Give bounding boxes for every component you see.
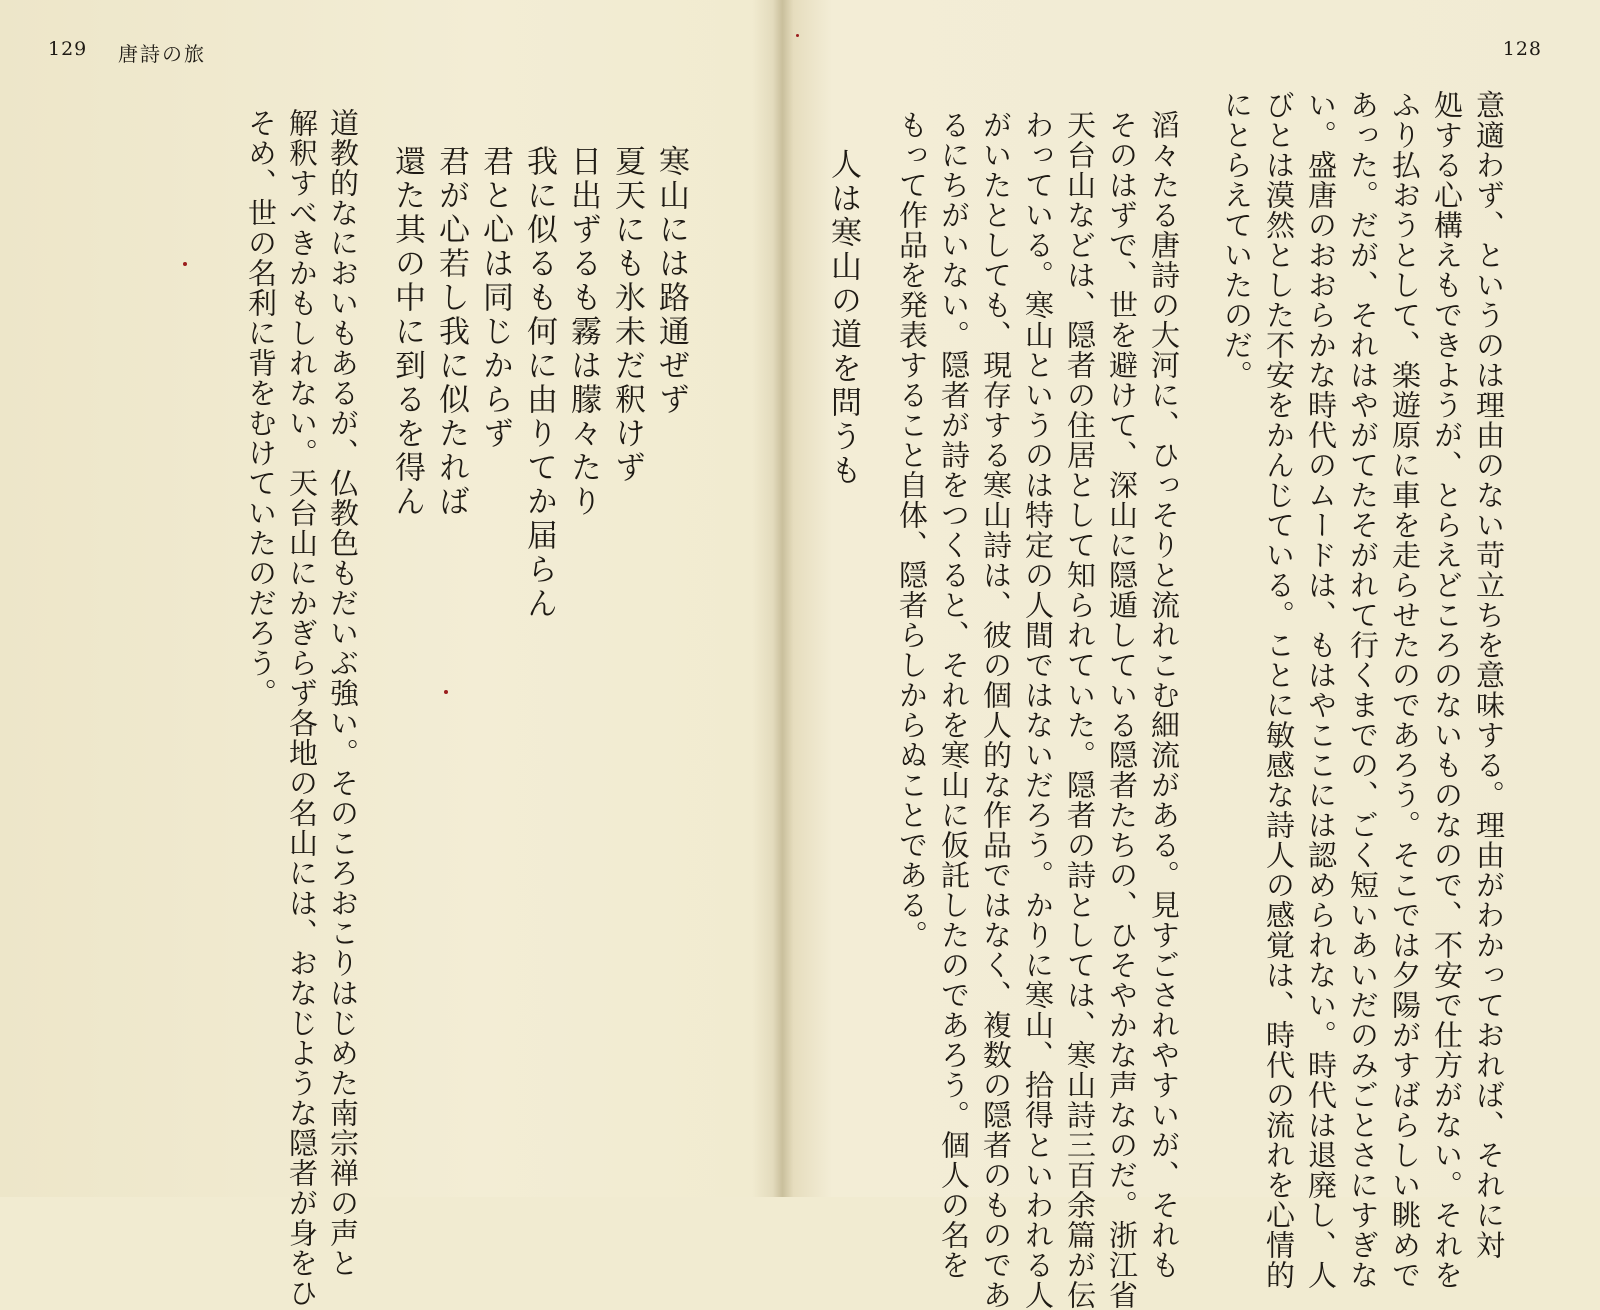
poem-line: 寒山には路通ぜず (653, 145, 689, 417)
body-text (240, 108, 363, 1308)
section-heading (821, 148, 865, 488)
poem-line: 日出ずるも霧は朦々たり (565, 145, 601, 519)
ink-speck (796, 34, 799, 37)
body-text (891, 110, 1185, 1310)
text-line: わっている。寒山というのは特定の人間ではないだろう。かりに寒山、拾得といわれる人 (1021, 110, 1055, 1310)
left-page (0, 0, 783, 1308)
text-line: 処する心構えもできようが、とらえどころのないものなので、不安で仕方がない。それを (1430, 90, 1464, 1290)
text-line: 天台山などは、隠者の住居として知られていた。隠者の詩としては、寒山詩三百余篇が伝 (1063, 110, 1097, 1310)
heading-text: 人は寒山の道を問うも (825, 148, 861, 488)
text-line: 道教的なにおいもあるが、仏教色もだいぶ強い。そのころおこりはじめた南宗禅の声と (326, 108, 360, 1278)
running-title: 唐詩の旅 (118, 42, 206, 66)
poem-line: 君と心は同じからず (477, 145, 513, 451)
text-line: あった。だが、それはやがてたそがれて行くまでの、ごく短いあいだのみごとさにすぎな (1346, 90, 1380, 1290)
text-line: びとは漠然とした不安をかんじている。ことに敏感な詩人の感覚は、時代の流れを心情的 (1262, 90, 1296, 1290)
text-line: 解釈すべきかもしれない。天台山にかぎらず各地の名山には、おなじような隠者が身をひ (285, 108, 319, 1308)
poem-line: 君が心若し我に似たれば (433, 145, 469, 519)
text-line: ふり払おうとして、楽遊原に車を走らせたのであろう。そこでは夕陽がすばらしい眺めで (1388, 90, 1422, 1290)
text-line: そめ、世の名利に背をむけていたのだろう。 (244, 108, 278, 708)
poem-line: 還た其の中に到るを得ん (389, 145, 425, 519)
poem-line: 夏天にも氷未だ釈けず (609, 145, 645, 485)
right-page (790, 0, 1600, 1310)
text-line: るにちがいない。隠者が詩をつくると、それを寒山に仮託したのであろう。個人の名を (937, 110, 971, 1280)
text-line: がいたとしても、現存する寒山詩は、彼の個人的な作品ではなく、複数の隠者のものであ (979, 110, 1013, 1310)
page-number: 128 (1502, 38, 1542, 60)
text-line: 滔々たる唐詩の大河に、ひっそりと流れこむ細流がある。見すごされやすいが、それも (1147, 110, 1181, 1280)
text-line: もって作品を発表すること自体、隠者らしからぬことである。 (895, 110, 929, 950)
text-line: にとらえていたのだ。 (1220, 90, 1254, 390)
page-number: 129 (48, 38, 88, 60)
poem-line: 我に似るも何に由りてか届らん (521, 145, 557, 621)
poem-block (385, 145, 693, 621)
text-line: そのはずで、世を避けて、深山に隠遁している隠者たちの、ひそやかな声なのだ。浙江省 (1105, 110, 1139, 1310)
ink-speck (444, 690, 448, 694)
text-line: い。盛唐のおおらかな時代のムードは、もはやここには認められない。時代は退廃し、人 (1304, 90, 1338, 1290)
ink-speck (183, 262, 187, 266)
body-text (1216, 90, 1510, 1290)
text-line: 意適わず、というのは理由のない苛立ちを意味する。理由がわかっておれば、それに対 (1472, 90, 1506, 1260)
